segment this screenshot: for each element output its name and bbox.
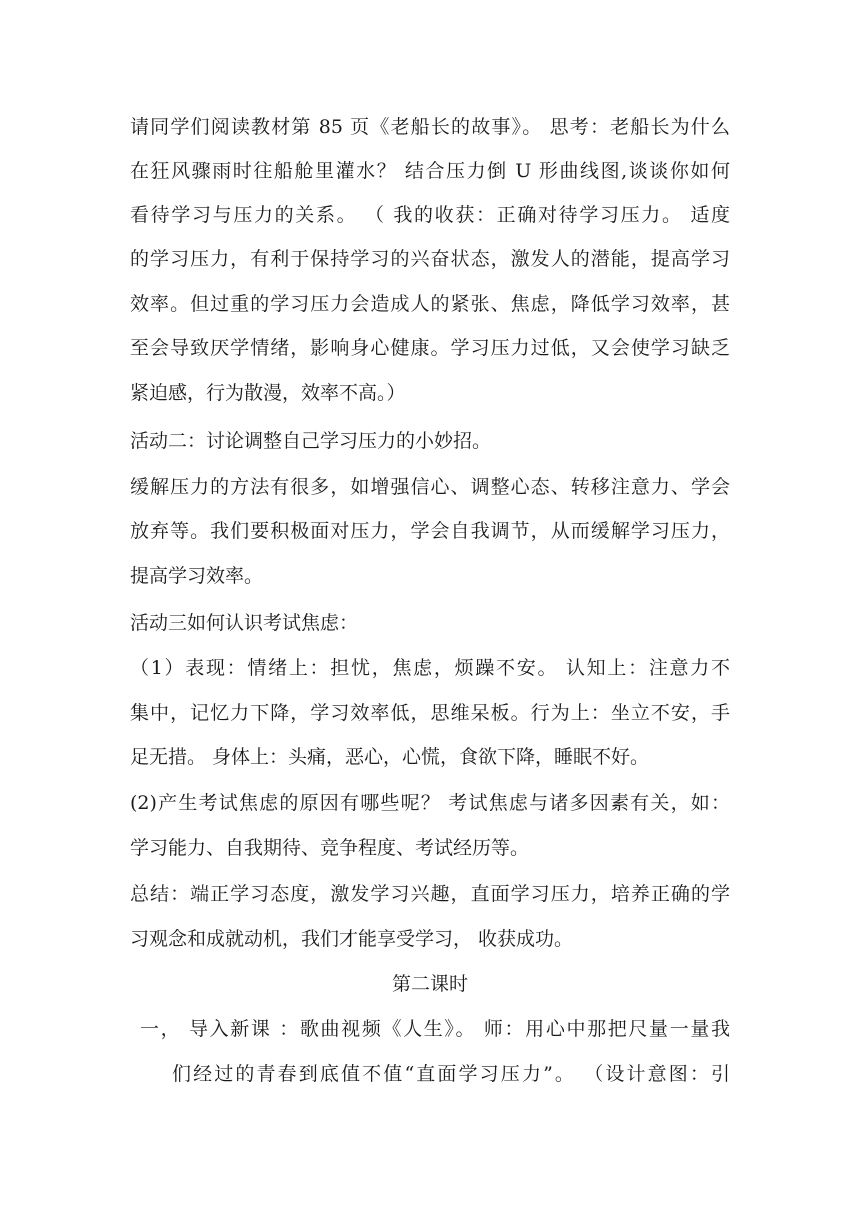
text-line: 放弃等。我们要积极面对压力，学会自我调节，从而缓解学习压力， [130,520,730,542]
text-line: 一， 导入新课 ：歌曲视频《人生》。 师：用心中那把尺量一量我 [140,1018,730,1040]
paragraph-activity-two: 活动二：讨论调整自己学习压力的小妙招。 [130,430,492,452]
text-line: 紧迫感，行为散漫，效率不高。） [130,382,406,404]
text-line: 至会导致厌学情绪，影响身心健康。学习压力过低，又会使学习缺乏 [130,337,730,359]
text-line: 效率。但过重的学习压力会造成人的紧张、焦虑，降低学习效率，甚 [130,293,730,315]
text-line: 习观念和成就动机，我们才能享受学习， 收获成功。 [130,928,574,950]
text-line: 请同学们阅读教材第 85 页《老船长的故事》。 思考：老船长为什么 [130,116,730,138]
text-line: 看待学习与压力的关系。 （ 我的收获：正确对待学习压力。 适度 [130,204,730,226]
text-line: 集中，记忆力下降，学习效率低，思维呆板。行为上：坐立不安，手 [130,702,730,724]
text-line: 提高学习效率。 [130,565,264,587]
text-line: 总结：端正学习态度，激发学习兴趣，直面学习压力，培养正确的学 [130,883,730,905]
text-line: 们经过的青春到底值不值“直面学习压力”。 （设计意图：引 [172,1063,730,1085]
text-line: 在狂风骤雨时往船舱里灌水？ 结合压力倒 U 形曲线图,谈谈你如何 [130,160,730,182]
paragraph-activity-three: 活动三如何认识考试焦虑： [130,612,359,634]
text-line: 的学习压力，有利于保持学习的兴奋状态，激发人的潜能，提高学习 [130,248,730,270]
text-line: 足无措。 身体上：头痛，恶心，心慌，食欲下降，睡眠不好。 [130,746,650,768]
text-line: 学习能力、自我期待、竞争程度、考试经历等。 [130,837,530,859]
section-heading: 第二课时 [391,973,468,995]
text-line: (2)产生考试焦虑的原因有哪些呢？ 考试焦虑与诸多因素有关，如： [130,792,730,814]
text-line: 缓解压力的方法有很多，如增强信心、调整心态、转移注意力、学会 [130,476,730,498]
text-line: （1）表现：情绪上：担忧，焦虑，烦躁不安。 认知上：注意力不 [130,657,730,679]
